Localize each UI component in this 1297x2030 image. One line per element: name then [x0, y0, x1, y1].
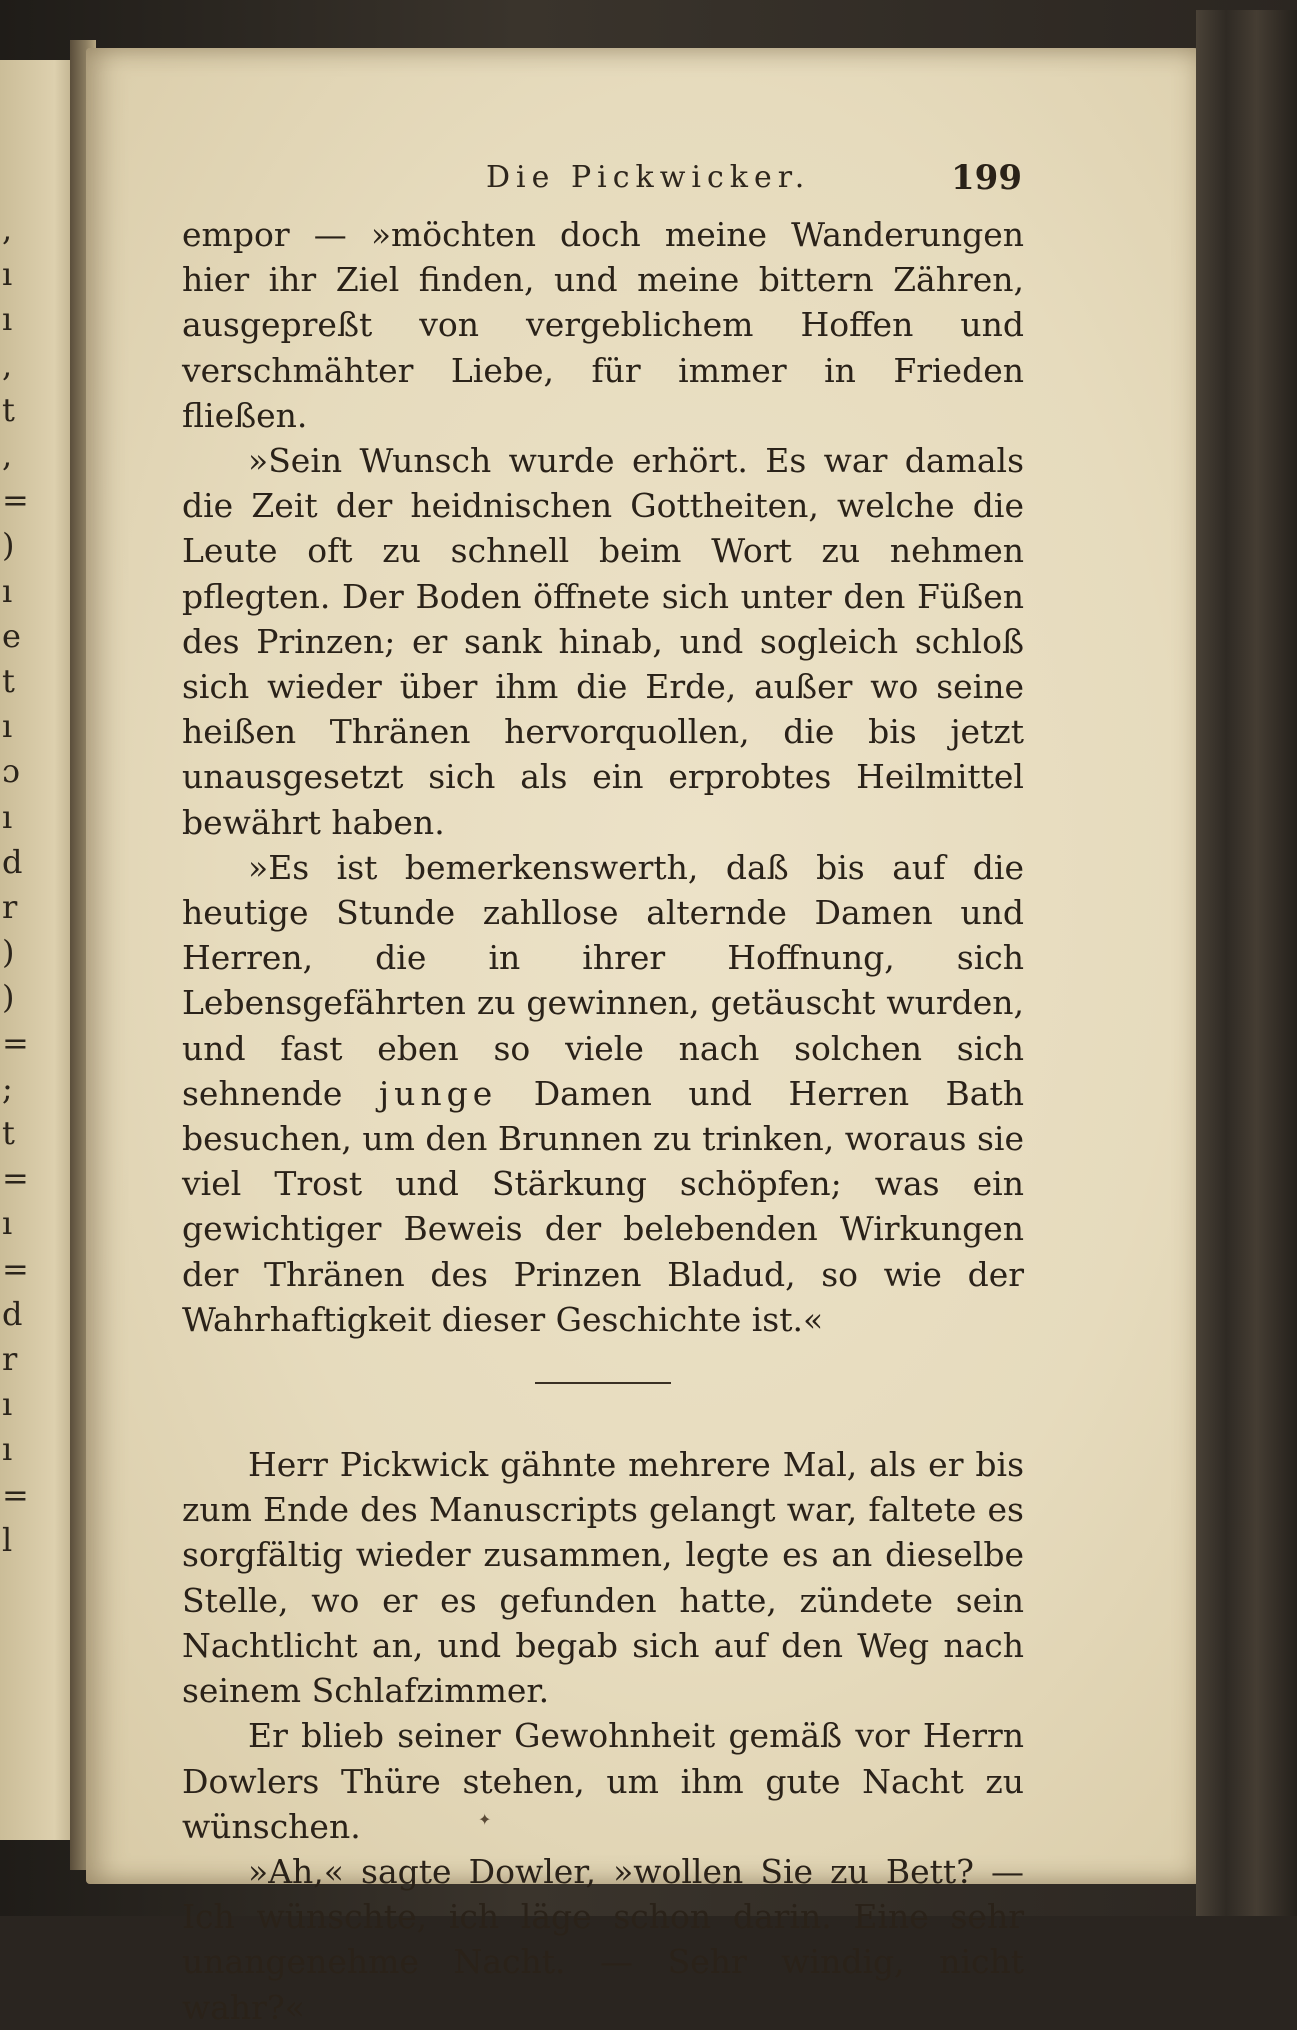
paragraph-3-part-2: Damen und Herren Bath besuchen, um den Brunnen zu trinken, woraus sie viel Trost und Stärkung schöpfen; was ein gewichtiger Beweis der belebenden Wirkungen der Thränen des Prinzen Bladud, so wie der Wahrhaftigkeit dieser Geschichte ist.«: [182, 1073, 1024, 1339]
left-page-glyph: ,: [2, 436, 13, 474]
page-speck: ✦: [478, 1810, 492, 1829]
left-page-glyph: d: [2, 842, 23, 881]
left-page-glyph: =: [2, 1249, 29, 1288]
page-body-text: [182, 212, 1024, 2030]
left-page-glyph: ı: [2, 797, 13, 836]
paragraph-3-emphasis: junge: [378, 1073, 498, 1113]
left-page-glyph: ): [2, 933, 15, 972]
left-page-glyph: e: [2, 616, 21, 655]
left-page-glyph: ı: [2, 707, 13, 746]
left-page-glyph: ɔ: [2, 752, 20, 791]
paragraph-2: »Sein Wunsch wurde erhört. Es war damals die Zeit der heidnischen Gottheiten, welche die Leute oft zu schnell beim Wort zu nehmen pflegten. Der Boden öffnete sich unter den Füßen des Prinzen; er sank hinab, und sogleich schloß sich wieder über ihm die Erde, außer wo seine heißen Thränen hervorquollen, die bis jetzt unausgesetzt sich als ein erprobtes Heilmittel bewährt haben.: [182, 441, 1024, 842]
left-page-glyph: ;: [2, 1068, 13, 1107]
left-page-glyph: ı: [2, 1204, 13, 1243]
left-page-glyph: t: [2, 390, 15, 429]
left-page-glyph: ı: [2, 1385, 13, 1424]
left-page-glyph: =: [2, 1023, 29, 1062]
left-page-glyph: l: [2, 1520, 13, 1559]
book-cover-edge: [1196, 10, 1297, 1916]
left-page-glyph: t: [2, 662, 15, 700]
left-page-glyph: ı: [2, 300, 13, 339]
page-number: 199: [951, 158, 1022, 198]
left-page-glyph: =: [2, 481, 29, 520]
left-page-glyph: ı: [2, 255, 13, 294]
left-page-glyph: ı: [2, 1430, 13, 1469]
paragraph-6: »Ah,« sagte Dowler, »wollen Sie zu Bett? — Ich wünschte, ich läge schon darin. Eine sehr unangenehme Nacht. — Sehr windig, nicht wahr?«: [182, 1851, 1024, 2027]
left-page-glyph: d: [2, 1294, 23, 1333]
left-page-glyph: ,: [2, 345, 13, 384]
left-page-glyph: ,: [2, 210, 13, 248]
running-title: Die Pickwicker.: [486, 160, 811, 195]
paragraph-3-part-1: »Es ist bemerkenswerth, daß bis auf die heutige Stunde zahllose alternde Damen und Herren, die in ihrer Hoffnung, sich Lebensgefährten zu gewinnen, getäuscht wurden, und fast eben so viele nach solchen sich sehnende: [182, 847, 1024, 1113]
left-page-glyphs: [0, 60, 78, 1840]
left-page-glyph: r: [2, 888, 18, 926]
left-page-glyph: =: [2, 1475, 29, 1514]
left-page-glyph: t: [2, 1114, 15, 1152]
paragraph-3: [182, 845, 1024, 1342]
paragraph-4: Herr Pickwick gähnte mehrere Mal, als er bis zum Ende des Manuscripts gelangt war, faltete es sorgfältig wieder zusammen, legte es an dieselbe Stelle, wo er es gefunden hatte, zündete sein Nachtlicht an, und begab sich auf den Weg nach seinem Schlafzimmer.: [182, 1445, 1024, 1711]
left-page-glyph: ): [2, 978, 15, 1017]
left-page-glyph: =: [2, 1159, 29, 1198]
paragraph-5: Er blieb seiner Gewohnheit gemäß vor Herrn Dowlers Thüre stehen, um ihm gute Nacht zu wünschen.: [182, 1716, 1024, 1846]
section-divider: [535, 1382, 671, 1384]
left-page-glyph: r: [2, 1340, 18, 1378]
paragraph-1: empor — »möchten doch meine Wanderungen hier ihr Ziel finden, und meine bittern Zähren, ausgepreßt von vergeblichem Hoffen und verschmähter Liebe, für immer in Frieden fließen.: [182, 215, 1024, 435]
page-header: [470, 160, 1030, 204]
left-page-glyph: ): [2, 526, 15, 565]
left-page-edge: [0, 60, 78, 1840]
left-page-glyph: ı: [2, 571, 13, 610]
